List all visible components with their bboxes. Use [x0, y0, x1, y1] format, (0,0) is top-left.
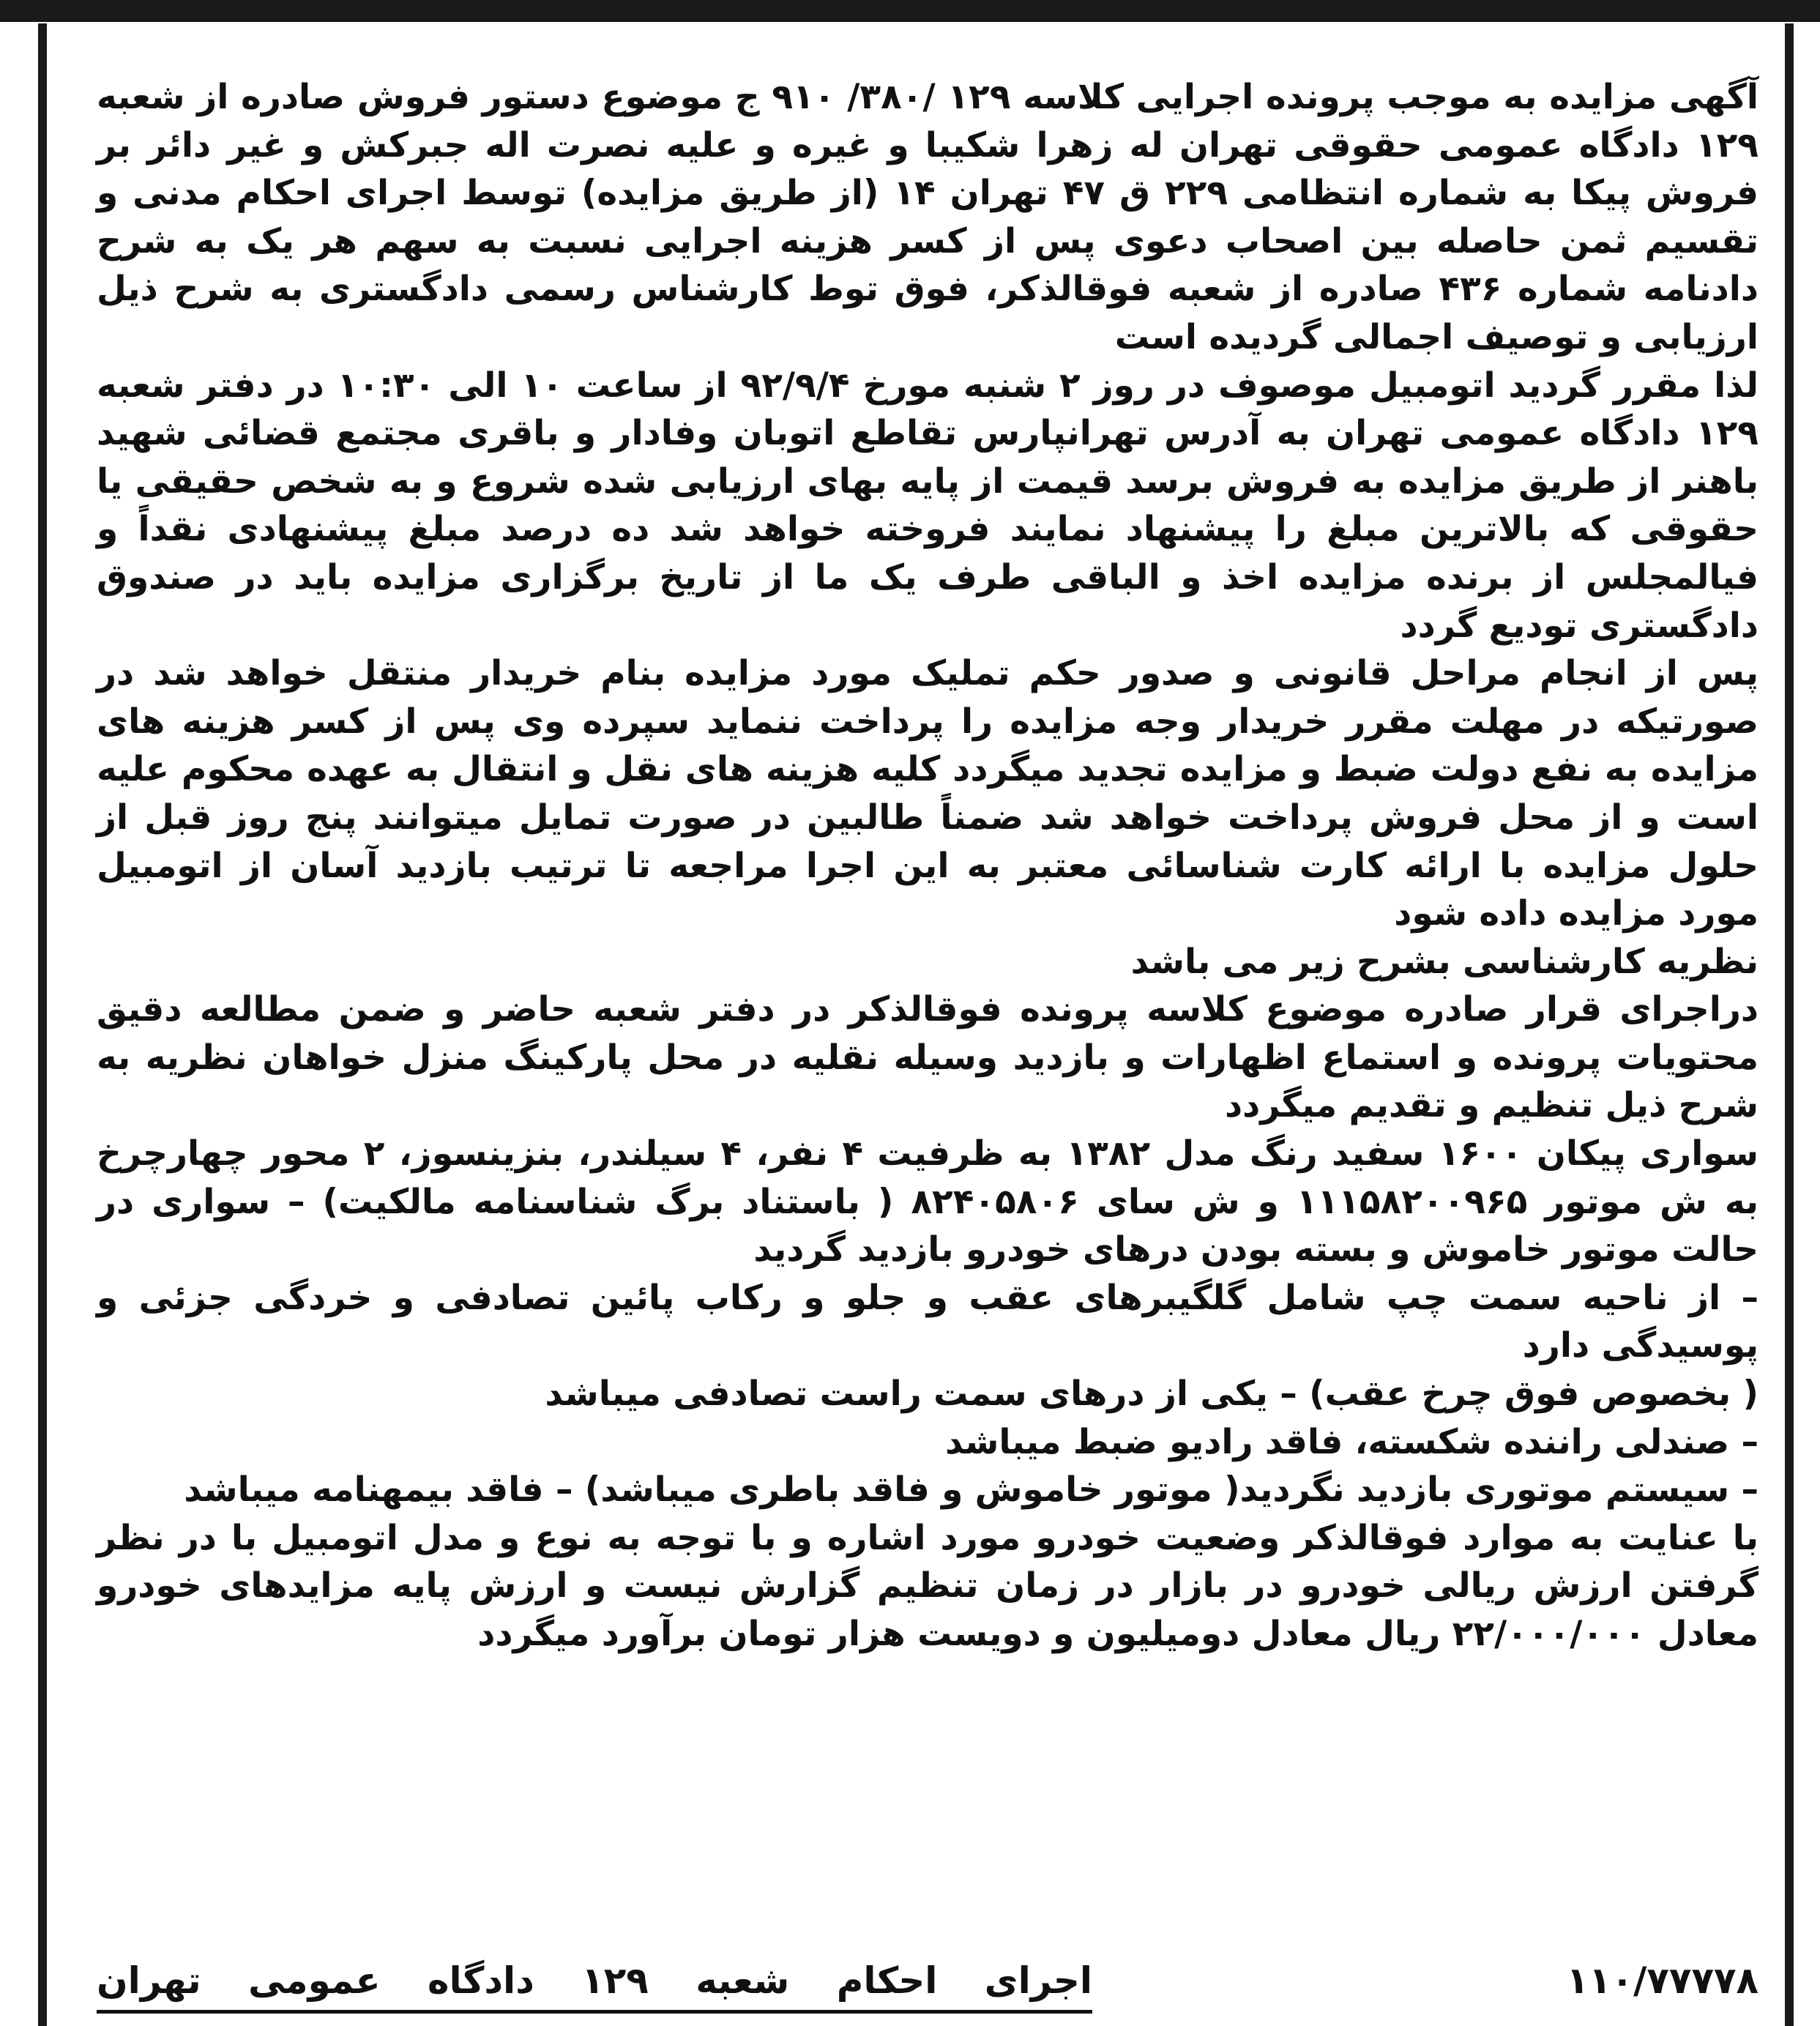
- issuing-authority: اجرای احکام شعبه ۱۲۹ دادگاه عمومی تهران: [97, 1951, 1092, 2014]
- notice-paragraph-transfer-terms: پس از انجام مراحل قانونی و صدور حکم تملیک مورد مزایده بنام خریدار منتقل خواهد شد در صورتیکه در مهلت مقرر خریدار وجه مزایده را پرداخت ننماید سپرده وی پس از کسر هزینه های مزایده به نفع دولت ضبط و مزایده تجدید میگردد کلیه هزینه های نقل و انتقال به عهده محکوم علیه است و از محل فروش پرداخت خواهد شد ضمناً طالبین در صورت تمایل میتوانند پنج روز قبل از حلول مزایده با ارائه کارت شناسائی معتبر به این اجرا مراجعه تا ترتیب بازدید آسان از اتومبیل مورد مزایده داده شود: [97, 653, 1759, 934]
- notice-paragraph-engine: – سیستم موتوری بازدید نگردید( موتور خاموش و فاقد باطری میباشد) – فاقد بیمهنامه میباشد: [184, 1470, 1759, 1511]
- reference-number: ۱۱۰/۷۷۷۷۸: [1566, 1959, 1759, 2002]
- notice-footer: [97, 1951, 1759, 2010]
- notice-paragraph-vehicle-spec: سواری پیکان ۱۶۰۰ سفید رنگ مدل ۱۳۸۲ به ظرفیت ۴ نفر، ۴ سیلندر، بنزینسوز، ۲ محور چهارچرخ به ش موتور ۱۱۱۵۸۲۰۰۹۶۵ و ش سای ۸۲۴۰۵۸۰۶ ( باستناد برگ شناسنامه مالکیت) – سواری در حالت موتور خاموش و بسته بودن درهای خودرو بازدید گردید: [97, 1133, 1759, 1270]
- notice-paragraph-valuation: با عنایت به موارد فوقالذکر وضعیت خودرو مورد اشاره و با توجه به نوع و مدل اتومبیل با در نظر گرفتن ارزش ریالی خودرو در بازار در زمان تنظیم گزارش نیست و ارزش پایه مزایدهای خودرو معادل ۲۲/۰۰۰/۰۰۰ ریال معادل دومیلیون و دویست هزار تومان برآورد میگردد: [97, 1517, 1759, 1654]
- notice-paragraph-inspection: دراجرای قرار صادره موضوع کلاسه پرونده فوقالذکر در دفتر شعبه حاضر و ضمن مطالعه دقیق محتویات پرونده و استماع اظهارات و بازدید وسیله نقلیه در محل پارکینگ منزل خواهان نظریه به شرح ذیل تنظیم و تقدیم میگردد: [97, 989, 1759, 1126]
- top-border-bar: [0, 0, 1820, 22]
- notice-paragraph-auction-schedule: لذا مقرر گردید اتومبیل موصوف در روز ۲ شنبه مورخ ۹۲/۹/۴ از ساعت ۱۰ الی ۱۰:۳۰ در دفتر شعبه ۱۲۹ دادگاه عمومی تهران به آدرس تهرانپارس تقاطع اتوبان وفادار و باقری مجتمع قضائی شهید باهنر از طریق مزایده به فروش برسد قیمت از پایه بهای ارزیابی شده شروع و به شخص حقیقی یا حقوقی که بالاترین مبلغ را پیشنهاد نمایند فروخته خواهد شد ده درصد مبلغ پیشنهادی نقداً و فیالمجلس از برنده مزایده اخذ و الباقی طرف یک ما از تاریخ برگزاری مزایده باید در صندوق دادگستری تودیع گردد: [97, 365, 1759, 646]
- auction-notice-text: [97, 73, 1759, 1658]
- notice-paragraph-seat: – صندلی راننده شکسته، فاقد رادیو ضبط میباشد: [945, 1421, 1759, 1462]
- notice-paragraph-damage-left: – از ناحیه سمت چپ شامل گلگیبرهای عقب و جلو و رکاب پائین تصادفی و خردگی جزئی و پوسیدگی دارد: [97, 1277, 1759, 1366]
- notice-paragraph-expert-opinion-heading: نظریه کارشناسی بشرح زیر می باشد: [1130, 941, 1759, 982]
- notice-paragraph-damage-right: ( بخصوص فوق چرخ عقب) – یکی از درهای سمت راست تصادفی میباشد: [545, 1374, 1759, 1415]
- notice-paragraph-intro: آگهی مزایده به موجب پرونده اجرایی کلاسه ۱۲۹ /۳۸۰/ ۹۱۰ ج موضوع دستور فروش صادره از شعبه ۱۲۹ دادگاه عمومی حقوقی تهران له زهرا شکیبا و غیره و علیه نصرت اله جبرکش و غیر دائر بر فروش پیکا به شماره انتظامی ۲۲۹ ق ۴۷ تهران ۱۴ (از طریق مزایده) توسط اجرای احکام مدنی و تقسیم ثمن حاصله بین اصحاب دعوی پس از کسر هزینه اجرایی نسبت به سهم هر یک به شرح دادنامه شماره ۴۳۶ صادره از شعبه فوقالذکر، فوق توط کارشناس رسمی دادگستری به شرح ذیل ارزیابی و توصیف اجمالی گردیده است: [97, 77, 1759, 357]
